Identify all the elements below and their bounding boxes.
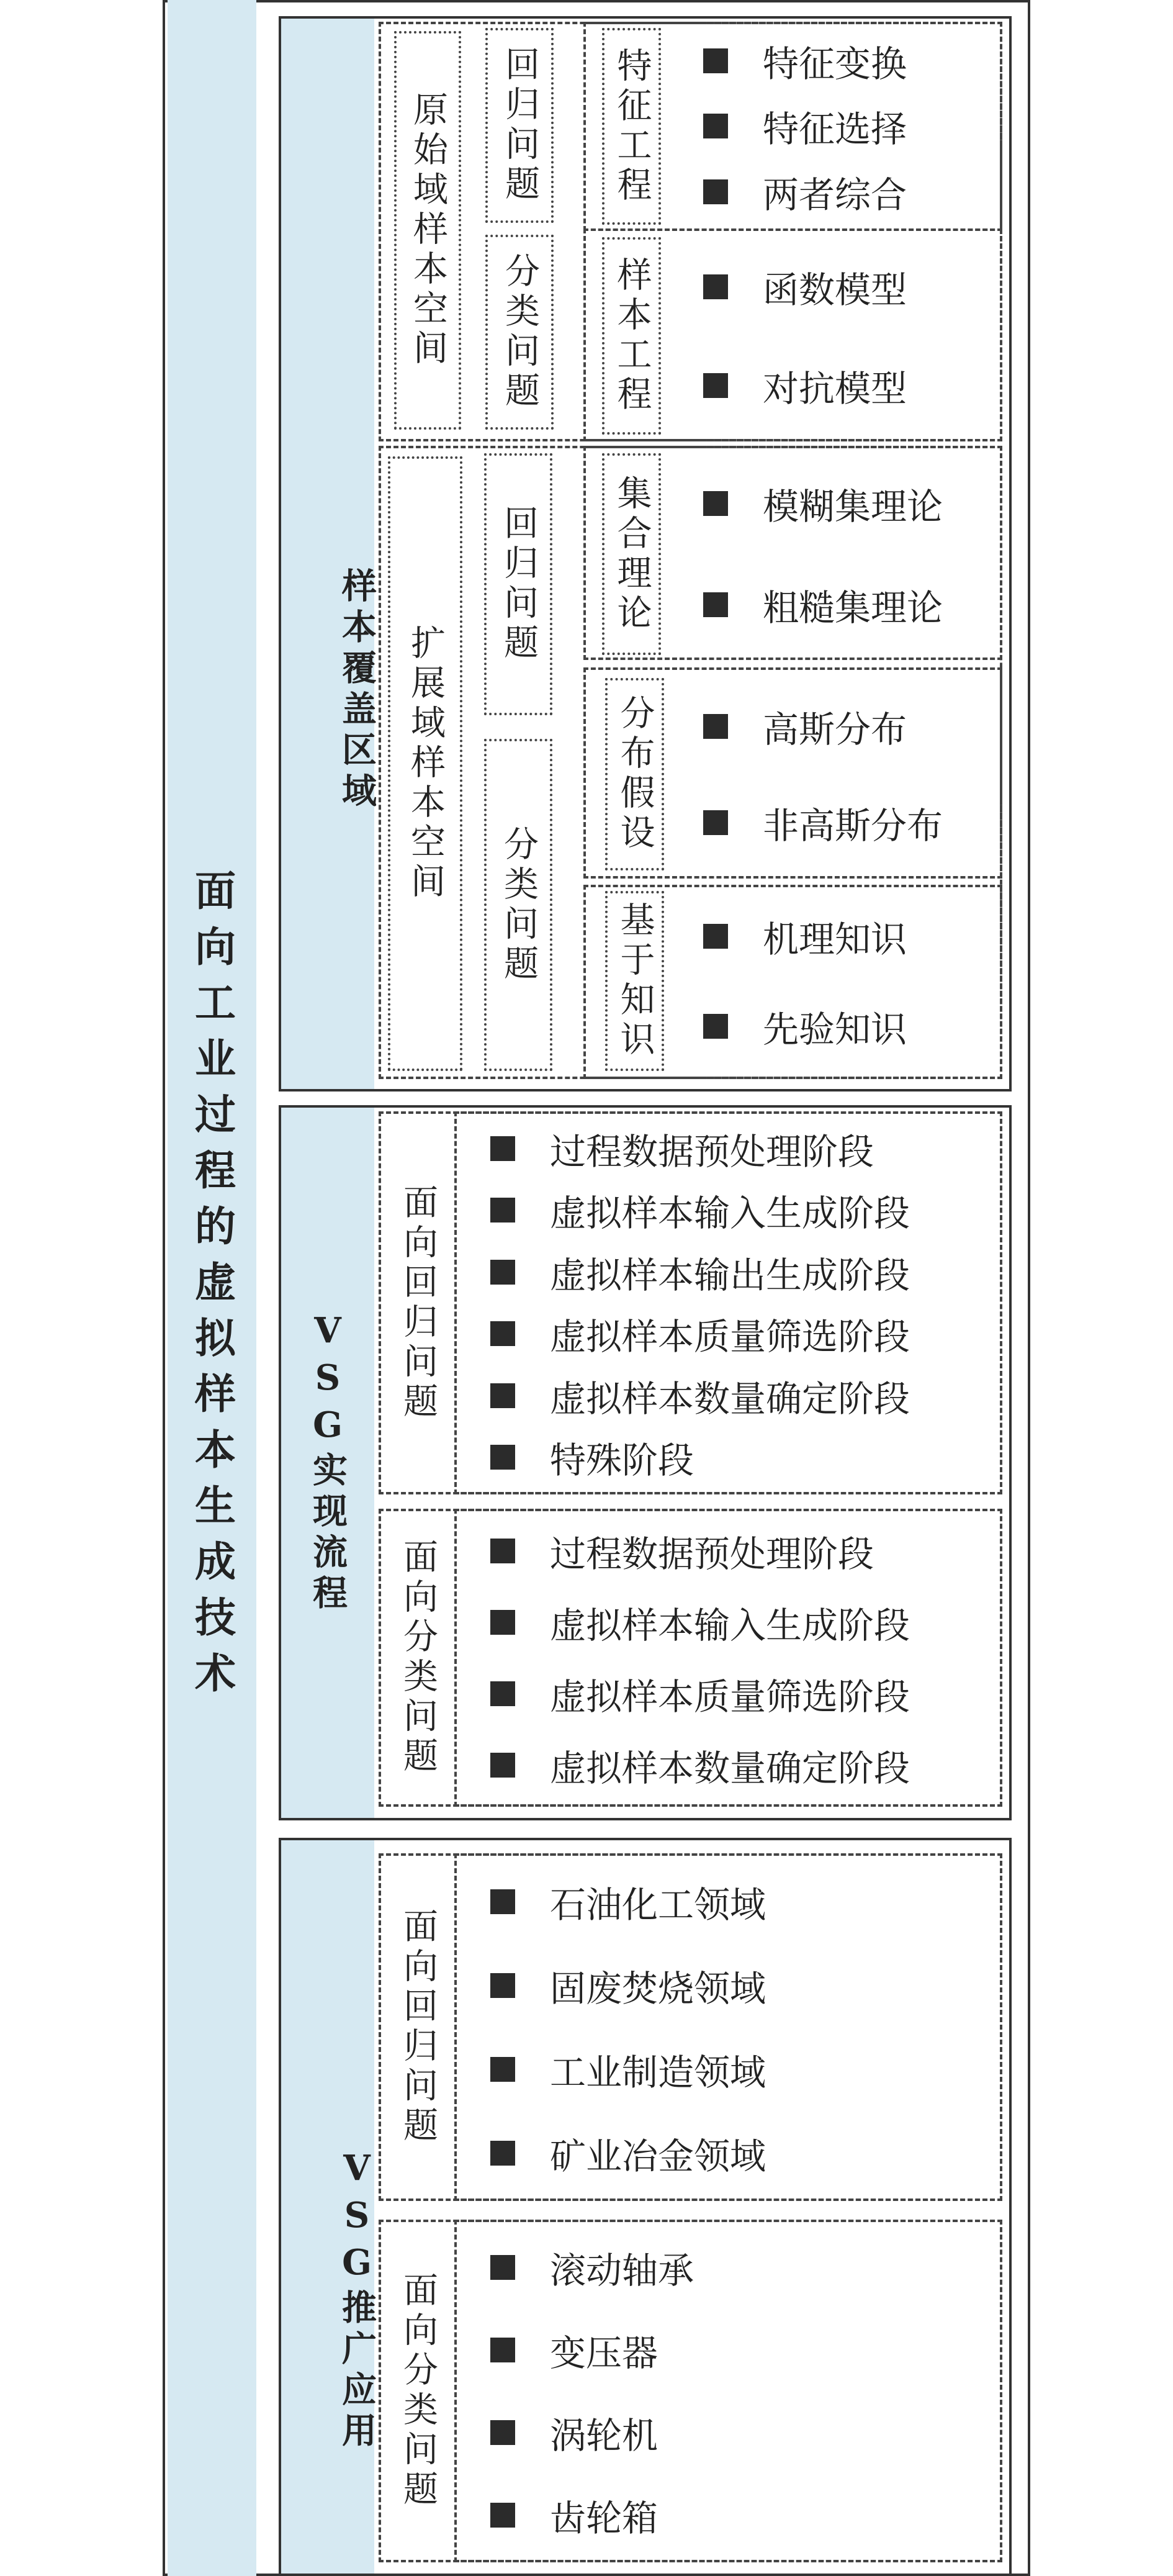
distribution-assumption-label: 分布假设 bbox=[605, 678, 664, 870]
list-item: 特殊阶段 bbox=[490, 1431, 996, 1483]
square-bullet-icon bbox=[490, 2338, 515, 2362]
list-item: 特征变换 bbox=[703, 35, 995, 87]
list-item: 虚拟样本质量筛选阶段 bbox=[490, 1668, 996, 1720]
square-bullet-icon bbox=[490, 1973, 515, 1998]
coverage-section-title: 样本覆盖区域 bbox=[281, 19, 374, 1089]
square-bullet-icon bbox=[490, 1136, 515, 1161]
knowledge-based-label: 基于知识 bbox=[605, 891, 664, 1071]
list-item: 机理知识 bbox=[703, 910, 995, 962]
application-classification-list bbox=[490, 2226, 996, 2556]
square-bullet-icon bbox=[490, 1198, 515, 1222]
list-item: 两者综合 bbox=[703, 166, 995, 218]
sample-engineering-label: 样本工程 bbox=[602, 237, 661, 435]
list-item: 对抗模型 bbox=[703, 359, 995, 412]
list-item: 过程数据预处理阶段 bbox=[490, 1525, 996, 1577]
list-item: 石油化工领域 bbox=[490, 1876, 996, 1928]
list-item: 虚拟样本数量确定阶段 bbox=[490, 1370, 996, 1422]
square-bullet-icon bbox=[490, 1539, 515, 1563]
main-title: 面向工业过程的虚拟样本生成技术 bbox=[168, 0, 256, 2576]
extended-classification-problem: 分类问题 bbox=[484, 739, 552, 1071]
original-classification-problem: 分类问题 bbox=[485, 235, 554, 430]
square-bullet-icon bbox=[490, 1445, 515, 1470]
original-regression-problem: 回归问题 bbox=[485, 28, 554, 223]
square-bullet-icon bbox=[703, 373, 728, 398]
list-item: 虚拟样本输入生成阶段 bbox=[490, 1184, 996, 1236]
square-bullet-icon bbox=[490, 2255, 515, 2280]
list-item: 变压器 bbox=[490, 2324, 996, 2376]
square-bullet-icon bbox=[703, 810, 728, 835]
list-item: 虚拟样本输出生成阶段 bbox=[490, 1246, 996, 1298]
list-item: 涡轮机 bbox=[490, 2407, 996, 2459]
application-regression-label: 面向回归问题 bbox=[398, 1908, 438, 2146]
process-regression-label: 面向回归问题 bbox=[398, 1183, 438, 1422]
square-bullet-icon bbox=[703, 114, 728, 138]
square-bullet-icon bbox=[490, 2420, 515, 2445]
application-regression-list bbox=[490, 1860, 996, 2195]
square-bullet-icon bbox=[703, 179, 728, 204]
square-bullet-icon bbox=[703, 274, 728, 299]
process-regression-list bbox=[490, 1118, 996, 1488]
square-bullet-icon bbox=[490, 1321, 515, 1346]
list-item: 高斯分布 bbox=[703, 700, 995, 752]
distribution-assumption-list bbox=[703, 678, 995, 870]
process-classification-label: 面向分类问题 bbox=[398, 1539, 438, 1777]
square-bullet-icon bbox=[490, 1610, 515, 1635]
list-item: 先验知识 bbox=[703, 1000, 995, 1052]
square-bullet-icon bbox=[703, 48, 728, 73]
square-bullet-icon bbox=[490, 1889, 515, 1914]
feature-engineering-label: 特征工程 bbox=[602, 28, 661, 225]
list-item: 滚动轴承 bbox=[490, 2241, 996, 2294]
list-item: 工业制造领域 bbox=[490, 2043, 996, 2095]
original-domain-label: 原始域样本空间 bbox=[394, 31, 461, 430]
list-item: 粗糙集理论 bbox=[703, 579, 995, 631]
square-bullet-icon bbox=[490, 2057, 515, 2082]
knowledge-based-list bbox=[703, 891, 995, 1071]
process-section-title: VSG实现流程 bbox=[281, 1108, 374, 1818]
square-bullet-icon bbox=[490, 1383, 515, 1408]
process-classification-list bbox=[490, 1515, 996, 1801]
square-bullet-icon bbox=[490, 1753, 515, 1778]
list-item: 特征选择 bbox=[703, 100, 995, 152]
list-item: 函数模型 bbox=[703, 261, 995, 313]
list-item: 模糊集理论 bbox=[703, 477, 995, 530]
square-bullet-icon bbox=[490, 2503, 515, 2528]
application-section-title: VSG推广应用 bbox=[281, 1840, 374, 2574]
list-item: 固废焚烧领域 bbox=[490, 1959, 996, 2012]
application-classification-label: 面向分类问题 bbox=[398, 2272, 438, 2510]
list-item: 过程数据预处理阶段 bbox=[490, 1123, 996, 1175]
square-bullet-icon bbox=[703, 491, 728, 516]
list-item: 虚拟样本数量确定阶段 bbox=[490, 1739, 996, 1791]
list-item: 非高斯分布 bbox=[703, 797, 995, 849]
sample-engineering-list bbox=[703, 237, 995, 435]
extended-regression-problem: 回归问题 bbox=[484, 453, 552, 715]
square-bullet-icon bbox=[703, 1014, 728, 1039]
square-bullet-icon bbox=[490, 1681, 515, 1706]
square-bullet-icon bbox=[703, 592, 728, 617]
set-theory-list bbox=[703, 453, 995, 655]
square-bullet-icon bbox=[490, 2141, 515, 2166]
list-item: 齿轮箱 bbox=[490, 2489, 996, 2541]
list-item: 虚拟样本质量筛选阶段 bbox=[490, 1308, 996, 1360]
feature-engineering-list bbox=[703, 28, 995, 225]
extended-domain-label: 扩展域样本空间 bbox=[388, 456, 462, 1071]
square-bullet-icon bbox=[490, 1260, 515, 1285]
list-item: 矿业冶金领域 bbox=[490, 2127, 996, 2179]
square-bullet-icon bbox=[703, 924, 728, 949]
square-bullet-icon bbox=[703, 714, 728, 739]
set-theory-label: 集合理论 bbox=[602, 453, 661, 655]
list-item: 虚拟样本输入生成阶段 bbox=[490, 1596, 996, 1648]
